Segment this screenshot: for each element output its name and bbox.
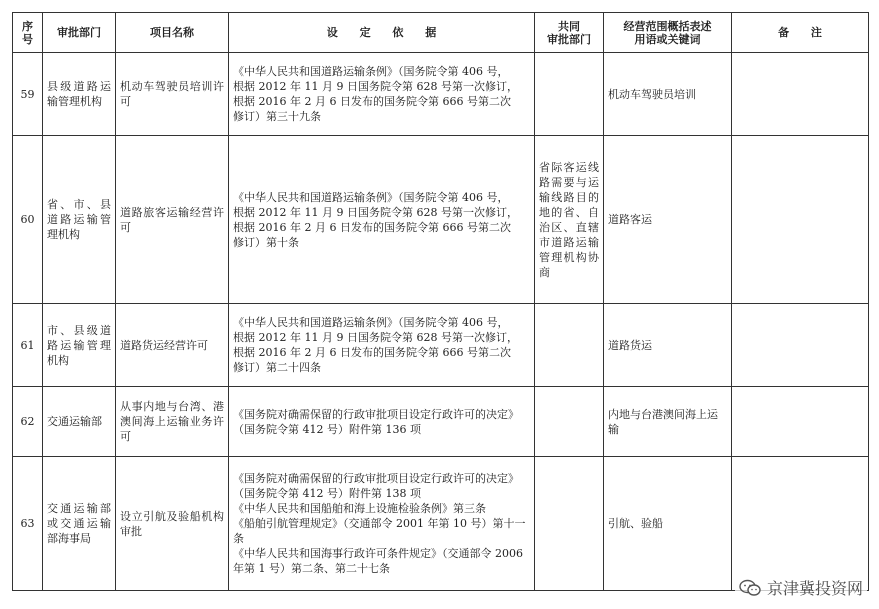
row-no: 63 bbox=[13, 457, 43, 591]
table-row bbox=[13, 136, 869, 304]
row-co-dept bbox=[535, 457, 604, 591]
basis-line: 《国务院对确需保留的行政审批项目设定行政许可的决定》（国务院令第 412 号）附件第 136 项 bbox=[233, 407, 519, 436]
row-remark bbox=[732, 457, 869, 591]
basis-line: 根据 2016 年 2 月 6 日发布的国务院令第 666 号第二次 bbox=[233, 95, 511, 108]
basis-line: 根据 2016 年 2 月 6 日发布的国务院令第 666 号第二次 bbox=[233, 346, 511, 359]
row-name: 从事内地与台湾、港澳间海上运输业务许可 bbox=[116, 387, 229, 457]
row-scope: 机动车驾驶员培训 bbox=[604, 53, 732, 136]
header-row bbox=[13, 13, 869, 53]
header-scope bbox=[604, 13, 732, 53]
row-dept: 省、市、县道路运输管理机构 bbox=[43, 136, 116, 304]
watermark bbox=[735, 574, 867, 601]
row-basis bbox=[229, 457, 535, 591]
row-scope: 道路货运 bbox=[604, 304, 732, 387]
row-scope: 引航、验船 bbox=[604, 457, 732, 591]
row-name: 道路货运经营许可 bbox=[116, 304, 229, 387]
basis-line: 《中华人民共和国道路运输条例》（国务院令第 406 号， bbox=[233, 65, 509, 78]
table-row bbox=[13, 53, 869, 136]
basis-line: 根据 2012 年 11 月 9 日国务院令第 628 号第一次修订， bbox=[233, 80, 518, 93]
header-co-dept bbox=[535, 13, 604, 53]
header-scope-line2: 用语或关键词 bbox=[634, 32, 701, 46]
table-row bbox=[13, 457, 869, 591]
row-remark bbox=[732, 53, 869, 136]
watermark-text: 京津冀投资网 bbox=[766, 579, 863, 598]
row-dept: 交通运输部或交通运输部海事局 bbox=[43, 457, 116, 591]
basis-line: 根据 2016 年 2 月 6 日发布的国务院令第 666 号第二次 bbox=[233, 220, 511, 234]
row-dept: 市、县级道路运输管理机构 bbox=[43, 304, 116, 387]
basis-line: 《中华人民共和国船舶和海上设施检验条例》第三条 bbox=[233, 502, 486, 515]
approval-table bbox=[12, 12, 869, 591]
header-no: 序号 bbox=[13, 13, 43, 53]
basis-line: 修订）第二十四条 bbox=[233, 361, 321, 374]
basis-line: 根据 2012 年 11 月 9 日国务院令第 628 号第一次修订， bbox=[233, 331, 518, 344]
row-name: 设立引航及验船机构审批 bbox=[116, 457, 229, 591]
basis-line: 《船舶引航管理规定》（交通部令 2001 年第 10 号）第十一条 bbox=[233, 517, 526, 545]
row-basis bbox=[229, 304, 535, 387]
basis-line: 《中华人民共和国海事行政许可条件规定》（交通部令 2006 年第 1 号）第二条、第二十七条 bbox=[233, 547, 523, 575]
row-name: 道路旅客运输经营许可 bbox=[116, 136, 229, 304]
row-remark bbox=[732, 387, 869, 457]
row-co-dept bbox=[535, 304, 604, 387]
header-basis: 设 定 依 据 bbox=[229, 13, 535, 53]
header-co-line2: 审批部门 bbox=[547, 32, 591, 46]
row-scope: 内地与台港澳间海上运输 bbox=[604, 387, 732, 457]
header-dept: 审批部门 bbox=[43, 13, 116, 53]
row-no: 59 bbox=[13, 53, 43, 136]
row-no: 60 bbox=[13, 136, 43, 304]
row-co-dept: 省际客运线路需要与运输线路目的地的省、自治区、直辖市道路运输管理机构协商 bbox=[535, 136, 604, 304]
row-basis bbox=[229, 387, 535, 457]
basis-line: 根据 2012 年 11 月 9 日国务院令第 628 号第一次修订， bbox=[233, 205, 518, 219]
table-row bbox=[13, 304, 869, 387]
basis-line: 修订）第十条 bbox=[233, 235, 299, 249]
wechat-icon bbox=[739, 579, 761, 597]
row-name: 机动车驾驶员培训许可 bbox=[116, 53, 229, 136]
row-basis bbox=[229, 136, 535, 304]
row-remark bbox=[732, 136, 869, 304]
table-row bbox=[13, 387, 869, 457]
header-co-line1: 共同 bbox=[558, 19, 580, 33]
header-remark: 备 注 bbox=[732, 13, 869, 53]
row-co-dept bbox=[535, 53, 604, 136]
basis-line: 《国务院对确需保留的行政审批项目设定行政许可的决定》（国务院令第 412 号）附件第 138 项 bbox=[233, 472, 519, 500]
row-remark bbox=[732, 304, 869, 387]
basis-line: 《中华人民共和国道路运输条例》（国务院令第 406 号， bbox=[233, 190, 509, 204]
header-scope-line1: 经营范围概括表述 bbox=[623, 19, 712, 33]
row-scope: 道路客运 bbox=[604, 136, 732, 304]
row-dept: 交通运输部 bbox=[43, 387, 116, 457]
basis-line: 修订）第三十九条 bbox=[233, 110, 321, 123]
row-basis bbox=[229, 53, 535, 136]
row-co-dept bbox=[535, 387, 604, 457]
row-no: 61 bbox=[13, 304, 43, 387]
header-name: 项目名称 bbox=[116, 13, 229, 53]
row-dept: 县级道路运输管理机构 bbox=[43, 53, 116, 136]
row-no: 62 bbox=[13, 387, 43, 457]
basis-line: 《中华人民共和国道路运输条例》（国务院令第 406 号， bbox=[233, 316, 509, 329]
